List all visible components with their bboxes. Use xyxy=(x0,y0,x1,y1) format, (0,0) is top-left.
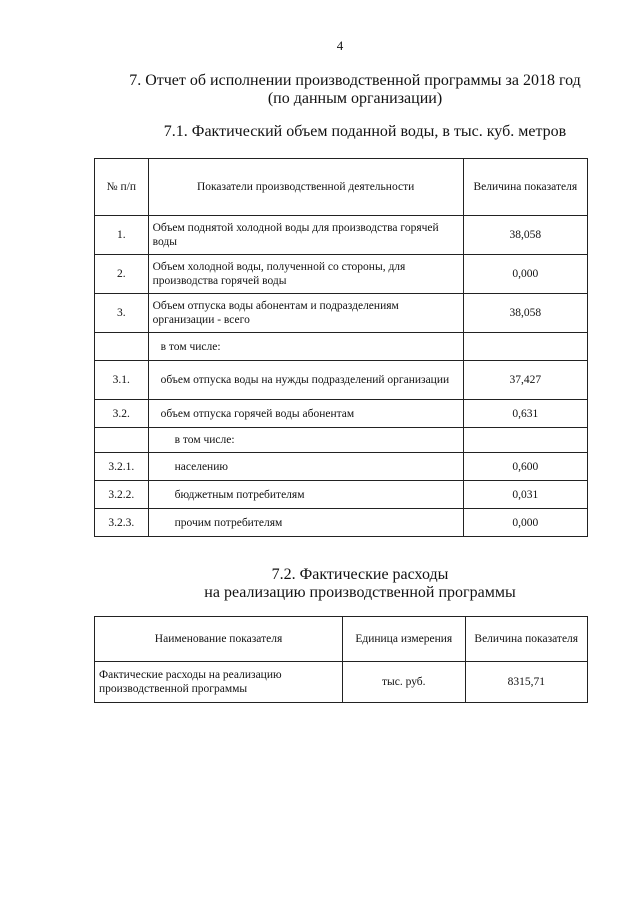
row-value xyxy=(463,428,587,453)
header-unit: Единица измерения xyxy=(343,617,465,662)
table-row xyxy=(95,428,588,453)
table-row xyxy=(95,216,588,255)
row-value: 38,058 xyxy=(463,216,587,255)
row-number: 2. xyxy=(95,255,149,294)
section1-title: 7.1. Фактический объем поданной воды, в тыс. куб. метров xyxy=(163,123,567,140)
table-header-row xyxy=(95,159,588,216)
row-number: 1. xyxy=(95,216,149,255)
row-number: 3.1. xyxy=(95,361,149,400)
row-value: 0,000 xyxy=(463,255,587,294)
table-row xyxy=(95,294,588,333)
row-indicator-name: Фактические расходы на реализацию производственной программы xyxy=(95,662,343,703)
row-indicator: объем отпуска горячей воды абонентам xyxy=(148,400,463,428)
row-indicator: прочим потребителям xyxy=(148,509,463,537)
row-number xyxy=(95,428,149,453)
row-indicator: Объем отпуска воды абонентам и подразделениям организации - всего xyxy=(148,294,463,333)
row-value: 0,600 xyxy=(463,453,587,481)
table-row xyxy=(95,333,588,361)
section2-title xyxy=(160,566,560,602)
row-value: 8315,71 xyxy=(465,662,588,703)
row-number: 3.2.1. xyxy=(95,453,149,481)
row-indicator: объем отпуска воды на нужды подразделений организации xyxy=(148,361,463,400)
header-value: Величина показателя xyxy=(465,617,588,662)
section2-title-line2: на реализацию производственной программы xyxy=(204,584,516,601)
row-number xyxy=(95,333,149,361)
row-value xyxy=(463,333,587,361)
row-indicator: бюджетным потребителям xyxy=(148,481,463,509)
row-value: 0,031 xyxy=(463,481,587,509)
row-indicator: Объем холодной воды, полученной со стороны, для производства горячей воды xyxy=(148,255,463,294)
row-number: 3.2.2. xyxy=(95,481,149,509)
table-row xyxy=(95,509,588,537)
table-row xyxy=(95,481,588,509)
table-row xyxy=(95,453,588,481)
row-indicator: в том числе: xyxy=(148,428,463,453)
table-header-row xyxy=(95,617,588,662)
row-value: 0,631 xyxy=(463,400,587,428)
row-value: 38,058 xyxy=(463,294,587,333)
header-value: Величина показателя xyxy=(463,159,587,216)
row-value: 37,427 xyxy=(463,361,587,400)
document-title-line1: 7. Отчет об исполнении производственной программы за 2018 год xyxy=(129,72,581,89)
row-indicator: в том числе: xyxy=(148,333,463,361)
row-number: 3.2. xyxy=(95,400,149,428)
table-row xyxy=(95,255,588,294)
header-number: № п/п xyxy=(95,159,149,216)
expenses-table xyxy=(94,616,588,703)
water-volume-table xyxy=(94,158,588,537)
row-unit: тыс. руб. xyxy=(343,662,465,703)
table-row xyxy=(95,400,588,428)
page-number: 4 xyxy=(336,38,344,53)
table-row xyxy=(95,662,588,703)
row-value: 0,000 xyxy=(463,509,587,537)
row-indicator: Объем поднятой холодной воды для производства горячей воды xyxy=(148,216,463,255)
section2-title-line1: 7.2. Фактические расходы xyxy=(271,566,449,583)
row-number: 3.2.3. xyxy=(95,509,149,537)
document-title-line2: (по данным организации) xyxy=(267,90,443,107)
table-row xyxy=(95,361,588,400)
row-number: 3. xyxy=(95,294,149,333)
header-indicator-name: Наименование показателя xyxy=(95,617,343,662)
document-title xyxy=(120,72,590,108)
row-indicator: населению xyxy=(148,453,463,481)
header-indicator: Показатели производственной деятельности xyxy=(148,159,463,216)
